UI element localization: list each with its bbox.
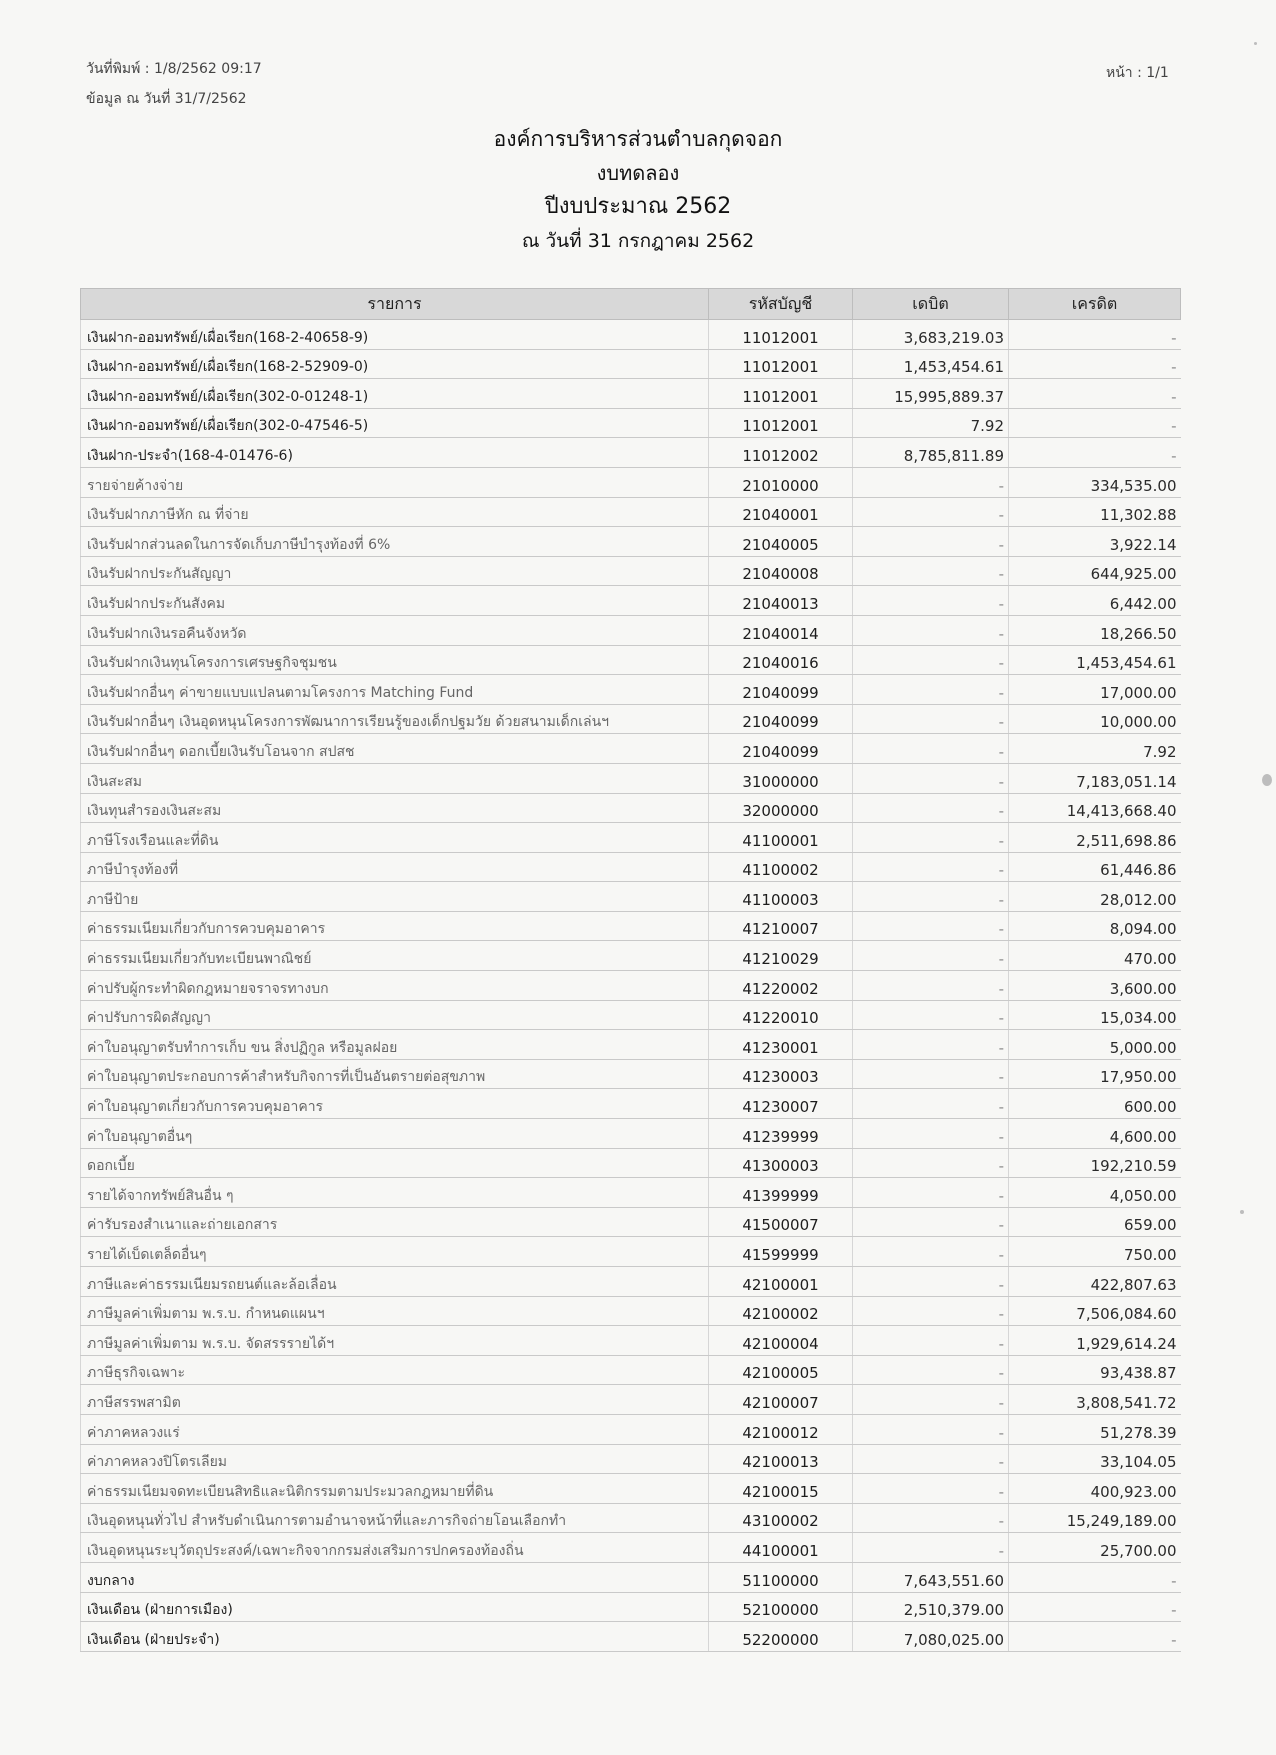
row-credit: 422,807.63 [1009, 1267, 1181, 1297]
row-credit: 470.00 [1009, 941, 1181, 971]
row-account-code: 41220002 [709, 971, 853, 1001]
table-row [81, 1533, 1181, 1563]
row-item: ภาษีสรรพสามิต [81, 1385, 709, 1415]
row-item: เงินรับฝากส่วนลดในการจัดเก็บภาษีบำรุงท้องที่ 6% [81, 527, 709, 557]
row-credit: 2,511,698.86 [1009, 823, 1181, 853]
row-item: เงินอุดหนุนทั่วไป สำหรับดำเนินการตามอำนาจหน้าที่และภารกิจถ่ายโอนเลือกทำ [81, 1503, 709, 1533]
as-of-date: ณ วันที่ 31 กรกฎาคม 2562 [521, 230, 755, 252]
scan-speck [1262, 774, 1272, 786]
table-row [81, 1059, 1181, 1089]
row-account-code: 41100001 [709, 823, 853, 853]
table-row [81, 1355, 1181, 1385]
row-item: ภาษีมูลค่าเพิ่มตาม พ.ร.บ. กำหนดแผนฯ [81, 1296, 709, 1326]
row-item: ค่าใบอนุญาตอื่นๆ [81, 1119, 709, 1149]
row-debit: 2,510,379.00 [853, 1592, 1009, 1622]
row-item: ภาษีธุรกิจเฉพาะ [81, 1355, 709, 1385]
table-row [81, 734, 1181, 764]
row-debit: 3,683,219.03 [853, 320, 1009, 350]
row-debit: - [853, 1237, 1009, 1267]
row-account-code: 21040099 [709, 734, 853, 764]
table-row [81, 1089, 1181, 1119]
row-debit: - [853, 852, 1009, 882]
row-account-code: 21040013 [709, 586, 853, 616]
row-debit: - [853, 734, 1009, 764]
row-account-code: 32000000 [709, 793, 853, 823]
row-credit: 25,700.00 [1009, 1533, 1181, 1563]
row-account-code: 52100000 [709, 1592, 853, 1622]
row-account-code: 42100005 [709, 1355, 853, 1385]
row-credit: - [1009, 1592, 1181, 1622]
row-debit: 1,453,454.61 [853, 349, 1009, 379]
row-credit: 659.00 [1009, 1207, 1181, 1237]
row-item: เงินอุดหนุนระบุวัตถุประสงค์/เฉพาะกิจจากกรมส่งเสริมการปกครองท้องถิ่น [81, 1533, 709, 1563]
column-header-debit: เดบิต [853, 289, 1009, 320]
row-item: งบกลาง [81, 1562, 709, 1592]
table-row [81, 823, 1181, 853]
row-debit: - [853, 1000, 1009, 1030]
row-debit: - [853, 615, 1009, 645]
row-credit: 7,506,084.60 [1009, 1296, 1181, 1326]
row-item: เงินฝาก-ออมทรัพย์/เผื่อเรียก(168-2-52909-0) [81, 349, 709, 379]
row-debit: 7,643,551.60 [853, 1562, 1009, 1592]
row-credit: - [1009, 1562, 1181, 1592]
row-item: รายได้เบ็ดเตล็ดอื่นๆ [81, 1237, 709, 1267]
row-item: ค่าธรรมเนียมเกี่ยวกับทะเบียนพาณิชย์ [81, 941, 709, 971]
column-header-credit: เครดิต [1009, 289, 1181, 320]
row-item: ค่าใบอนุญาตรับทำการเก็บ ขน สิ่งปฏิกูล หรือมูลฝอย [81, 1030, 709, 1060]
row-credit: - [1009, 379, 1181, 409]
row-credit: 600.00 [1009, 1089, 1181, 1119]
row-debit: - [853, 1503, 1009, 1533]
table-header-row [81, 289, 1181, 320]
row-item: เงินรับฝากอื่นๆ ค่าขายแบบแปลนตามโครงการ Matching Fund [81, 675, 709, 705]
table-row [81, 1296, 1181, 1326]
row-item: เงินฝาก-ออมทรัพย์/เผื่อเรียก(168-2-40658-9) [81, 320, 709, 350]
table-row [81, 941, 1181, 971]
table-row [81, 1119, 1181, 1149]
row-debit: - [853, 911, 1009, 941]
row-item: ดอกเบี้ย [81, 1148, 709, 1178]
row-debit: - [853, 586, 1009, 616]
row-item: เงินรับฝากอื่นๆ เงินอุดหนุนโครงการพัฒนาการเรียนรู้ของเด็กปฐมวัย ด้วยสนามเด็กเล่นฯ [81, 704, 709, 734]
row-account-code: 21010000 [709, 467, 853, 497]
row-credit: 400,923.00 [1009, 1474, 1181, 1504]
table-row [81, 645, 1181, 675]
row-credit: 1,929,614.24 [1009, 1326, 1181, 1356]
row-credit: 644,925.00 [1009, 556, 1181, 586]
row-debit: - [853, 1326, 1009, 1356]
row-credit: 61,446.86 [1009, 852, 1181, 882]
row-account-code: 41230007 [709, 1089, 853, 1119]
row-debit: - [853, 704, 1009, 734]
table-row [81, 1622, 1181, 1652]
row-debit: - [853, 1444, 1009, 1474]
row-item: ค่าปรับผู้กระทำผิดกฎหมายจราจรทางบก [81, 971, 709, 1001]
row-account-code: 21040099 [709, 704, 853, 734]
row-debit: - [853, 793, 1009, 823]
row-credit: 18,266.50 [1009, 615, 1181, 645]
row-credit: 3,808,541.72 [1009, 1385, 1181, 1415]
row-debit: - [853, 645, 1009, 675]
row-debit: - [853, 1296, 1009, 1326]
table-row [81, 1474, 1181, 1504]
row-debit: - [853, 467, 1009, 497]
row-account-code: 41100002 [709, 852, 853, 882]
row-account-code: 21040014 [709, 615, 853, 645]
trial-balance-table [80, 288, 1181, 1652]
row-item: ค่าปรับการผิดสัญญา [81, 1000, 709, 1030]
row-debit: 7.92 [853, 408, 1009, 438]
row-item: ค่าธรรมเนียมเกี่ยวกับการควบคุมอาคาร [81, 911, 709, 941]
row-credit: 192,210.59 [1009, 1148, 1181, 1178]
row-account-code: 42100012 [709, 1414, 853, 1444]
row-account-code: 42100013 [709, 1444, 853, 1474]
table-row [81, 1385, 1181, 1415]
row-account-code: 41230003 [709, 1059, 853, 1089]
row-credit: 1,453,454.61 [1009, 645, 1181, 675]
table-row [81, 911, 1181, 941]
row-debit: - [853, 1059, 1009, 1089]
report-titles [0, 122, 1276, 258]
data-date: ข้อมูล ณ วันที่ 31/7/2562 [86, 91, 247, 107]
row-item: ค่าธรรมเนียมจดทะเบียนสิทธิและนิติกรรมตามประมวลกฎหมายที่ดิน [81, 1474, 709, 1504]
table-row [81, 379, 1181, 409]
row-credit: 15,249,189.00 [1009, 1503, 1181, 1533]
table-row [81, 1444, 1181, 1474]
row-debit: - [853, 1267, 1009, 1297]
row-debit: - [853, 1207, 1009, 1237]
row-account-code: 21040008 [709, 556, 853, 586]
row-credit: 3,600.00 [1009, 971, 1181, 1001]
table-row [81, 497, 1181, 527]
row-account-code: 31000000 [709, 763, 853, 793]
table-row [81, 320, 1181, 350]
row-credit: - [1009, 1622, 1181, 1652]
table-row [81, 1030, 1181, 1060]
row-item: ค่าใบอนุญาตเกี่ยวกับการควบคุมอาคาร [81, 1089, 709, 1119]
row-account-code: 41210029 [709, 941, 853, 971]
row-debit: - [853, 1089, 1009, 1119]
row-item: ภาษีมูลค่าเพิ่มตาม พ.ร.บ. จัดสรรรายได้ฯ [81, 1326, 709, 1356]
row-account-code: 44100001 [709, 1533, 853, 1563]
table-row [81, 615, 1181, 645]
row-item: ภาษีบำรุงท้องที่ [81, 852, 709, 882]
row-credit: 15,034.00 [1009, 1000, 1181, 1030]
column-header-item: รายการ [81, 289, 709, 320]
row-account-code: 21040005 [709, 527, 853, 557]
row-account-code: 11012001 [709, 379, 853, 409]
row-item: เงินฝาก-ออมทรัพย์/เผื่อเรียก(302-0-47546-5) [81, 408, 709, 438]
row-item: ค่ารับรองสำเนาและถ่ายเอกสาร [81, 1207, 709, 1237]
row-account-code: 41220010 [709, 1000, 853, 1030]
row-debit: - [853, 763, 1009, 793]
table-row [81, 882, 1181, 912]
row-debit: - [853, 823, 1009, 853]
row-debit: 15,995,889.37 [853, 379, 1009, 409]
row-debit: - [853, 1533, 1009, 1563]
row-credit: 3,922.14 [1009, 527, 1181, 557]
row-credit: 28,012.00 [1009, 882, 1181, 912]
row-item: ค่าภาคหลวงปิโตรเลียม [81, 1444, 709, 1474]
row-credit: 7.92 [1009, 734, 1181, 764]
row-item: ภาษีโรงเรือนและที่ดิน [81, 823, 709, 853]
table-row [81, 971, 1181, 1001]
row-item: ค่าใบอนุญาตประกอบการค้าสำหรับกิจการที่เป็นอันตรายต่อสุขภาพ [81, 1059, 709, 1089]
row-debit: - [853, 1030, 1009, 1060]
row-item: เงินรับฝากเงินรอคืนจังหวัด [81, 615, 709, 645]
row-credit: 33,104.05 [1009, 1444, 1181, 1474]
row-credit: 10,000.00 [1009, 704, 1181, 734]
row-item: เงินรับฝากประกันสัญญา [81, 556, 709, 586]
column-header-code: รหัสบัญชี [709, 289, 853, 320]
row-debit: - [853, 1178, 1009, 1208]
scan-speck [1254, 42, 1257, 45]
row-credit: - [1009, 408, 1181, 438]
row-credit: 334,535.00 [1009, 467, 1181, 497]
row-debit: - [853, 1119, 1009, 1149]
row-debit: - [853, 971, 1009, 1001]
table-row [81, 1562, 1181, 1592]
row-credit: 11,302.88 [1009, 497, 1181, 527]
table-row [81, 438, 1181, 468]
table-row [81, 1237, 1181, 1267]
row-debit: - [853, 1414, 1009, 1444]
table-row [81, 763, 1181, 793]
row-item: เงินทุนสำรองเงินสะสม [81, 793, 709, 823]
table-row [81, 349, 1181, 379]
row-account-code: 42100004 [709, 1326, 853, 1356]
row-debit: - [853, 556, 1009, 586]
row-account-code: 43100002 [709, 1503, 853, 1533]
row-account-code: 41399999 [709, 1178, 853, 1208]
row-account-code: 42100001 [709, 1267, 853, 1297]
row-account-code: 41100003 [709, 882, 853, 912]
row-account-code: 11012001 [709, 320, 853, 350]
row-account-code: 41500007 [709, 1207, 853, 1237]
row-credit: - [1009, 438, 1181, 468]
table-row [81, 586, 1181, 616]
row-debit: - [853, 1355, 1009, 1385]
table-row [81, 675, 1181, 705]
row-debit: - [853, 675, 1009, 705]
row-account-code: 21040001 [709, 497, 853, 527]
table-row [81, 467, 1181, 497]
table-row [81, 1148, 1181, 1178]
table-row [81, 1414, 1181, 1444]
row-debit: - [853, 527, 1009, 557]
table-row [81, 408, 1181, 438]
row-credit: 17,950.00 [1009, 1059, 1181, 1089]
row-credit: 17,000.00 [1009, 675, 1181, 705]
row-account-code: 11012001 [709, 349, 853, 379]
row-item: เงินรับฝากเงินทุนโครงการเศรษฐกิจชุมชน [81, 645, 709, 675]
row-item: เงินฝาก-ประจำ(168-4-01476-6) [81, 438, 709, 468]
row-credit: 7,183,051.14 [1009, 763, 1181, 793]
organization-name: องค์การบริหารส่วนตำบลกุดจอก [493, 127, 783, 151]
table-row [81, 1326, 1181, 1356]
table-row [81, 527, 1181, 557]
row-credit: 14,413,668.40 [1009, 793, 1181, 823]
row-item: เงินรับฝากประกันสังคม [81, 586, 709, 616]
scan-speck [1240, 1210, 1244, 1214]
row-item: เงินสะสม [81, 763, 709, 793]
row-debit: 8,785,811.89 [853, 438, 1009, 468]
row-item: เงินฝาก-ออมทรัพย์/เผื่อเรียก(302-0-01248-1) [81, 379, 709, 409]
row-item: รายจ่ายค้างจ่าย [81, 467, 709, 497]
table-row [81, 704, 1181, 734]
row-debit: - [853, 1474, 1009, 1504]
row-credit: 51,278.39 [1009, 1414, 1181, 1444]
row-debit: - [853, 941, 1009, 971]
row-debit: - [853, 1385, 1009, 1415]
row-debit: - [853, 1148, 1009, 1178]
row-account-code: 21040016 [709, 645, 853, 675]
row-debit: 7,080,025.00 [853, 1622, 1009, 1652]
table-row [81, 793, 1181, 823]
row-item: ภาษีและค่าธรรมเนียมรถยนต์และล้อเลื่อน [81, 1267, 709, 1297]
report-title: งบทดลอง [596, 161, 680, 185]
row-debit: - [853, 497, 1009, 527]
row-debit: - [853, 882, 1009, 912]
row-item: ค่าภาคหลวงแร่ [81, 1414, 709, 1444]
page-number: หน้า : 1/1 [1106, 65, 1169, 81]
row-credit: 8,094.00 [1009, 911, 1181, 941]
row-credit: - [1009, 349, 1181, 379]
table-row [81, 852, 1181, 882]
row-account-code: 52200000 [709, 1622, 853, 1652]
row-credit: 5,000.00 [1009, 1030, 1181, 1060]
fiscal-year: ปีงบประมาณ 2562 [544, 194, 732, 219]
row-account-code: 41300003 [709, 1148, 853, 1178]
table-row [81, 1207, 1181, 1237]
print-date: วันที่พิมพ์ : 1/8/2562 09:17 [86, 61, 262, 77]
row-account-code: 42100002 [709, 1296, 853, 1326]
row-item: เงินรับฝากภาษีหัก ณ ที่จ่าย [81, 497, 709, 527]
table-row [81, 1503, 1181, 1533]
row-credit: 4,600.00 [1009, 1119, 1181, 1149]
row-credit: 4,050.00 [1009, 1178, 1181, 1208]
table-body [81, 320, 1181, 1652]
row-account-code: 42100015 [709, 1474, 853, 1504]
row-item: เงินเดือน (ฝ่ายประจำ) [81, 1622, 709, 1652]
table-row [81, 556, 1181, 586]
table-row [81, 1592, 1181, 1622]
row-item: ภาษีป้าย [81, 882, 709, 912]
row-account-code: 21040099 [709, 675, 853, 705]
row-credit: 6,442.00 [1009, 586, 1181, 616]
table-row [81, 1000, 1181, 1030]
row-credit: 750.00 [1009, 1237, 1181, 1267]
row-account-code: 41230001 [709, 1030, 853, 1060]
row-account-code: 41210007 [709, 911, 853, 941]
row-account-code: 41239999 [709, 1119, 853, 1149]
row-item: เงินรับฝากอื่นๆ ดอกเบี้ยเงินรับโอนจาก สปสช [81, 734, 709, 764]
table-row [81, 1267, 1181, 1297]
table-row [81, 1178, 1181, 1208]
row-credit: - [1009, 320, 1181, 350]
row-credit: 93,438.87 [1009, 1355, 1181, 1385]
row-account-code: 11012002 [709, 438, 853, 468]
row-item: รายได้จากทรัพย์สินอื่น ๆ [81, 1178, 709, 1208]
row-item: เงินเดือน (ฝ่ายการเมือง) [81, 1592, 709, 1622]
row-account-code: 41599999 [709, 1237, 853, 1267]
row-account-code: 42100007 [709, 1385, 853, 1415]
row-account-code: 51100000 [709, 1562, 853, 1592]
row-account-code: 11012001 [709, 408, 853, 438]
